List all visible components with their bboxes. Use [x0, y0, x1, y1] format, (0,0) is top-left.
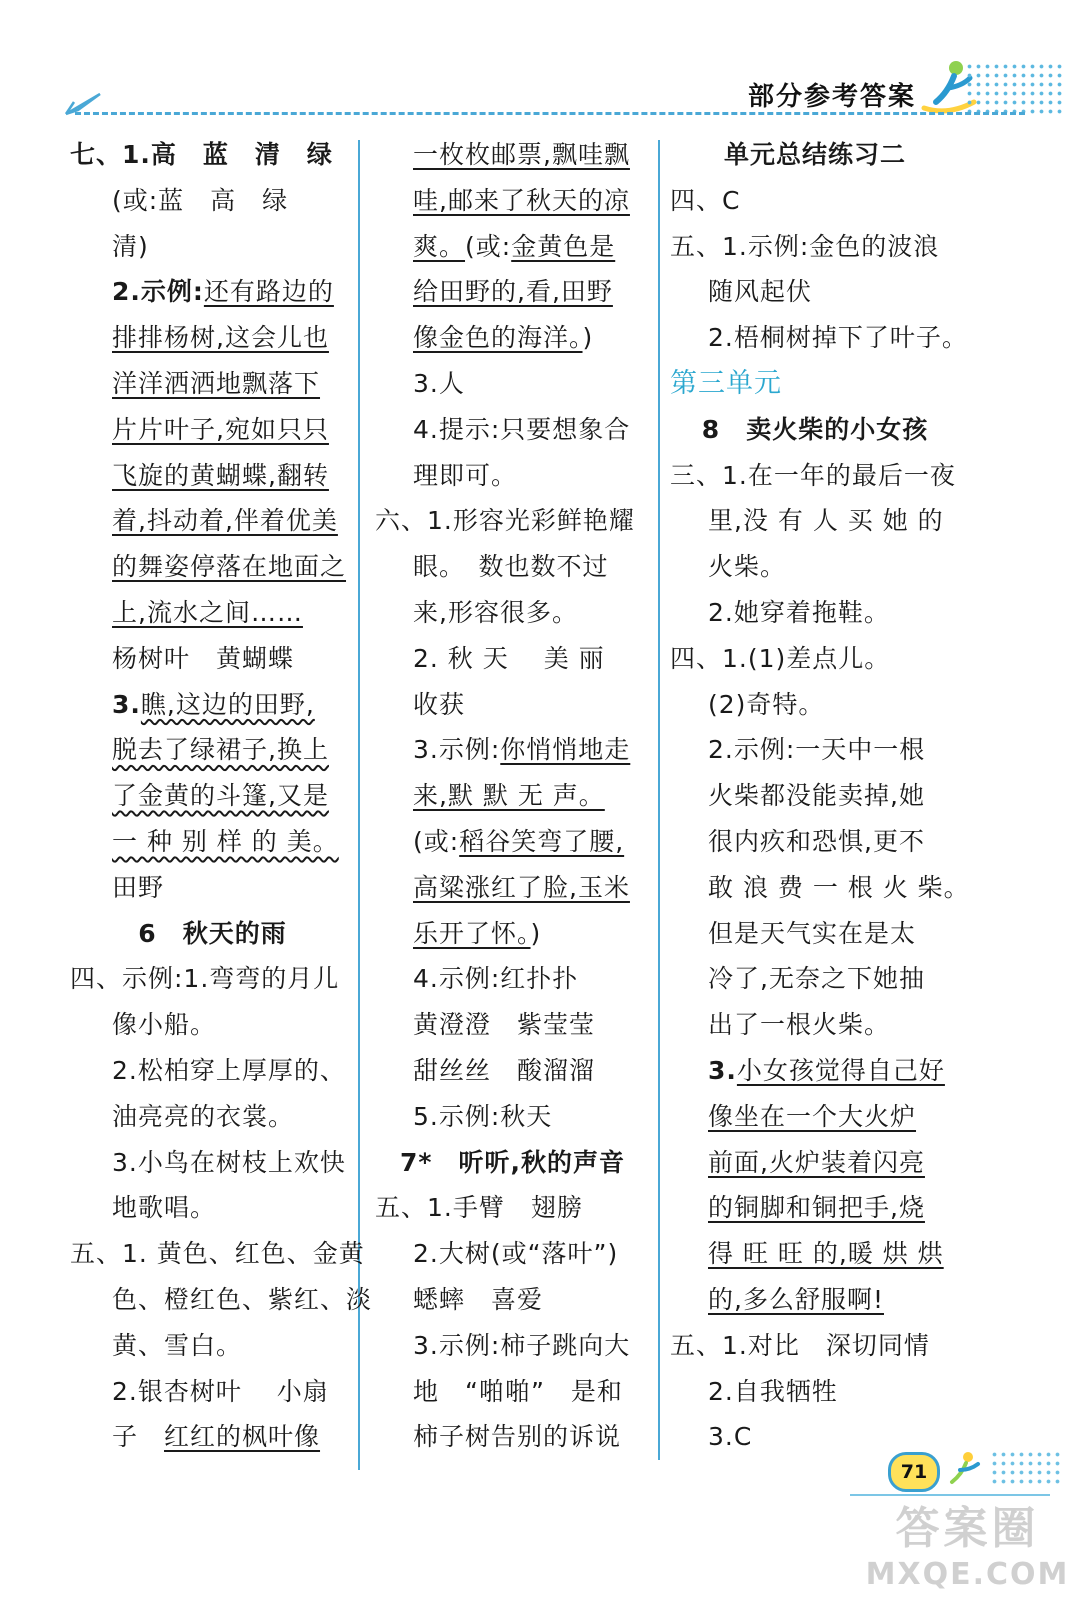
text-line: (或:蓝 高 绿	[112, 185, 289, 215]
answer-column-1	[70, 132, 373, 1460]
unit-title: 第三单元	[670, 367, 782, 399]
text-line: 五、1.对比 深切同情	[670, 1330, 930, 1360]
text-line: 杨树叶 黄蝴蝶	[112, 643, 295, 673]
text-line: 来,形容很多。	[413, 597, 578, 627]
lesson-heading: 8 卖火柴的小女孩	[701, 414, 929, 444]
text-line: 排排杨树,这会儿也	[112, 323, 329, 353]
text-line: 前面,火炉装着闪亮	[708, 1147, 925, 1177]
text-line: (2)奇特。	[708, 689, 825, 719]
text-line: 哇,邮来了秋天的凉	[413, 185, 630, 215]
text-line: 3.小女孩觉得自己好	[708, 1055, 945, 1085]
text-line: 甜丝丝 酸溜溜	[413, 1055, 596, 1085]
text-line: 得 旺 旺 的,暖 烘 烘	[708, 1239, 944, 1269]
text-line: 高粱涨红了脸,玉米	[413, 872, 630, 902]
text-line: 像坐在一个大火炉	[708, 1101, 917, 1131]
column-divider-1	[358, 140, 360, 1470]
text-line: 2.示例:一天中一根	[708, 735, 926, 765]
text-line: 4.提示:只要想象合	[413, 414, 631, 444]
text-line: 四、1.(1)差点儿。	[670, 643, 891, 673]
section-heading: 单元总结练习二	[723, 140, 906, 169]
text-line: 理即可。	[413, 460, 518, 490]
text-line: 2. 秋 天 美 丽	[413, 643, 605, 673]
header-dashed-rule	[75, 112, 1025, 115]
text-line: 上,流水之间……	[112, 597, 303, 627]
text-line: 出了一根火柴。	[708, 1010, 891, 1040]
text-line: 2.自我牺牲	[708, 1376, 838, 1406]
text-line: 色、橙红色、紫红、淡	[112, 1284, 373, 1314]
page-header	[0, 0, 1075, 150]
text-line: 黄澄澄 紫莹莹	[413, 1010, 596, 1040]
answer-column-3	[670, 132, 970, 1460]
text-line: 5.示例:秋天	[413, 1101, 553, 1131]
lesson-heading: 6 秋天的雨	[138, 918, 287, 948]
text-line: 地歌唱。	[112, 1193, 217, 1223]
text-line: 黄、雪白。	[112, 1330, 243, 1360]
text-line: 2.梧桐树掉下了叶子。	[708, 323, 968, 353]
text-line: 五、1.手臂 翅膀	[375, 1193, 583, 1223]
header-dot-pattern	[965, 62, 1065, 114]
text-line: 2.示例:还有路边的	[112, 277, 334, 307]
text-line: 洋洋洒洒地飘落下	[112, 368, 321, 398]
text-line: 里,没 有 人 买 她 的	[708, 506, 944, 536]
text-line: 收获	[413, 689, 466, 719]
text-line: 飞旋的黄蝴蝶,翻转	[112, 460, 329, 490]
footer-dot-pattern	[990, 1450, 1060, 1486]
text-line: 3.小鸟在树枝上欢快	[112, 1147, 346, 1177]
text-line: 3.示例:你悄悄地走	[413, 735, 631, 765]
text-line: 来,默 默 无 声。	[413, 781, 605, 811]
text-line: 地 “啪啪” 是和	[413, 1376, 623, 1406]
text-line: 柿子树告别的诉说	[413, 1422, 622, 1452]
text-line: 四、C	[670, 185, 741, 215]
column-divider-2	[658, 140, 660, 1460]
text-line: 的铜脚和铜把手,烧	[708, 1193, 925, 1223]
text-line: 2.大树(或“落叶”)	[413, 1239, 619, 1269]
text-line: 3.示例:柿子跳向大	[413, 1330, 631, 1360]
lesson-heading: 7* 听听,秋的声音	[400, 1147, 625, 1177]
runner-figure-icon	[942, 1450, 982, 1490]
text-line: 很内疚和恐惧,更不	[708, 826, 925, 856]
text-line: 一枚枚邮票,飘哇飘	[413, 140, 630, 169]
header-title: 部分参考答案	[748, 82, 917, 112]
text-line: 2.银杏树叶 小扇	[112, 1376, 329, 1406]
text-line: 油亮亮的衣裳。	[112, 1101, 295, 1131]
text-line: 清)	[112, 231, 149, 261]
text-line: 2.松柏穿上厚厚的、	[112, 1055, 346, 1085]
text-line: 六、1.形容光彩鲜艳耀	[375, 506, 635, 536]
text-line: (或:稻谷笑弯了腰,	[413, 826, 625, 856]
text-line: 3.C	[708, 1422, 753, 1452]
text-line: 的舞姿停落在地面之	[112, 552, 347, 582]
text-line: 火柴。	[708, 552, 787, 582]
text-line: 但是天气实在是太	[708, 918, 917, 948]
text-line: 3.瞧,这边的田野,	[112, 689, 315, 719]
text-line: 冷了,无奈之下她抽	[708, 964, 925, 994]
text-line: 眼。 数也数不过	[413, 552, 609, 582]
text-line: 2.她穿着拖鞋。	[708, 597, 890, 627]
text-line: 子 红红的枫叶像	[112, 1422, 321, 1452]
text-line: 给田野的,看,田野	[413, 277, 613, 307]
page-number: 71	[888, 1452, 940, 1492]
text-line: 片片叶子,宛如只只	[112, 414, 329, 444]
text-line: 随风起伏	[708, 277, 813, 307]
footer-rule	[850, 1494, 1050, 1496]
text-line: 3.人	[413, 368, 465, 398]
text-line: 四、示例:1.弯弯的月儿	[70, 964, 340, 994]
text-line: 了金黄的斗篷,又是	[112, 781, 329, 811]
text-line: 脱去了绿裙子,换上	[112, 735, 329, 765]
text-line: 火柴都没能卖掉,她	[708, 781, 925, 811]
text-line: 像小船。	[112, 1010, 217, 1040]
text-line: 七、1.高 蓝 清 绿	[70, 140, 333, 169]
text-line: 敢 浪 费 一 根 火 柴。	[708, 872, 970, 902]
text-line: 三、1.在一年的最后一夜	[670, 460, 956, 490]
text-line: 五、1.示例:金色的波浪	[670, 231, 940, 261]
text-line: 的,多么舒服啊!	[708, 1284, 884, 1314]
answer-column-2	[375, 132, 650, 1460]
text-line: 蟋蟀 喜爱	[413, 1284, 544, 1314]
text-line: 一 种 别 样 的 美。	[112, 826, 339, 856]
text-line: 田野	[112, 872, 165, 902]
text-line: 4.示例:红扑扑	[413, 964, 579, 994]
text-line: 爽。(或:金黄色是	[413, 231, 616, 261]
text-line: 乐开了怀。)	[413, 918, 542, 948]
text-line: 着,抖动着,伴着优美	[112, 506, 338, 536]
text-line: 五、1. 黄色、红色、金黄	[70, 1239, 365, 1269]
text-line: 像金色的海洋。)	[413, 323, 594, 353]
watermark: 答案圈 MXQE.COM	[865, 1503, 1070, 1592]
